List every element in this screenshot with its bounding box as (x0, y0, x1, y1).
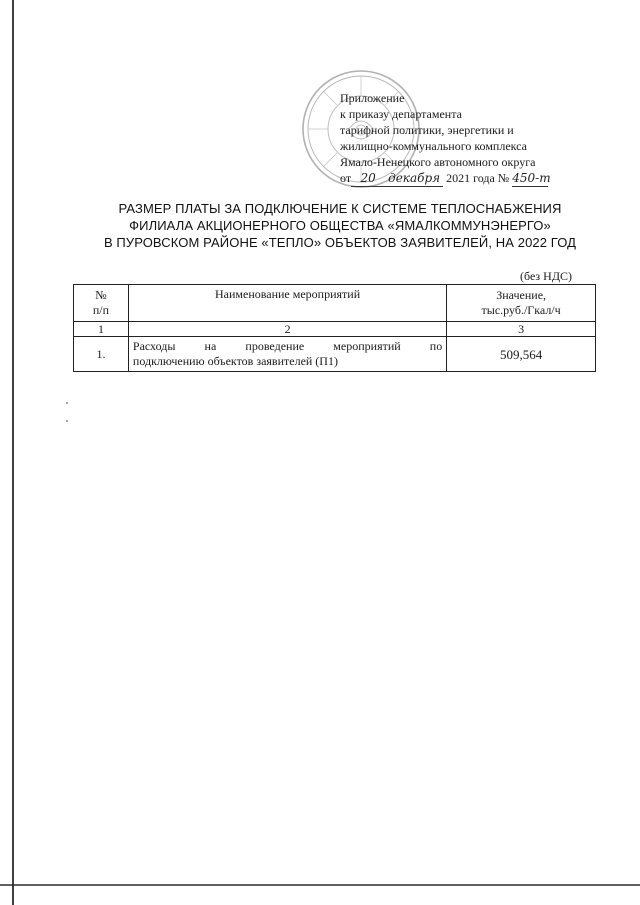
column-number-3: 3 (447, 322, 596, 337)
row-name-line-1: Расходы на проведение мероприятий по (132, 339, 443, 353)
header-value-line-2: тыс.руб./Гкал/ч (481, 303, 561, 317)
date-prefix: от (340, 171, 352, 185)
header-num-line-2: п/п (92, 303, 110, 317)
header-value (447, 285, 596, 322)
scan-edge-left (12, 0, 14, 905)
appendix-block (340, 90, 551, 187)
document-title (60, 200, 620, 251)
order-number: 450-т (512, 171, 551, 185)
scan-edge-bottom (0, 884, 640, 886)
appendix-line-5: Ямало-Ненецкого автономного округа (340, 155, 536, 169)
date-day: 20 (351, 170, 385, 187)
column-number-1: 1 (74, 322, 129, 337)
title-line-3: В ПУРОВСКОМ РАЙОНЕ «ТЕПЛО» ОБЪЕКТОВ ЗАЯВИТЕЛЕЙ, НА 2022 ГОД (103, 235, 577, 250)
header-num-line-1: № (95, 288, 107, 302)
vat-note: (без НДС) (520, 269, 573, 283)
column-number-row (74, 322, 596, 337)
appendix-line-4: жилищно-коммунального комплекса (340, 139, 527, 153)
title-line-1: РАЗМЕР ПЛАТЫ ЗА ПОДКЛЮЧЕНИЕ К СИСТЕМЕ ТЕПЛОСНАБЖЕНИЯ (118, 201, 562, 216)
scan-speck (66, 420, 68, 422)
header-num (74, 285, 129, 322)
row-name-line-2: подключению объектов заявителей (П1) (132, 354, 338, 368)
table-header-row (74, 285, 596, 322)
appendix-line-3: тарифной политики, энергетики и (340, 123, 514, 137)
scan-speck (66, 402, 68, 404)
header-value-line-1: Значение, (496, 288, 547, 302)
row-num: 1. (74, 337, 129, 372)
date-year-text: 2021 года № (446, 171, 510, 185)
appendix-line-1: Приложение (340, 91, 405, 105)
column-number-2: 2 (128, 322, 446, 337)
appendix-date-line (340, 170, 551, 187)
row-value: 509,564 (447, 337, 596, 372)
date-month: декабря (385, 170, 443, 187)
appendix-line-2: к приказу департамента (340, 107, 462, 121)
table-row (74, 337, 596, 372)
fees-table (73, 284, 596, 372)
title-line-2: ФИЛИАЛА АКЦИОНЕРНОГО ОБЩЕСТВА «ЯМАЛКОММУНЭНЕРГО» (129, 218, 551, 233)
row-name (128, 337, 446, 372)
header-name: Наименование мероприятий (128, 285, 446, 322)
